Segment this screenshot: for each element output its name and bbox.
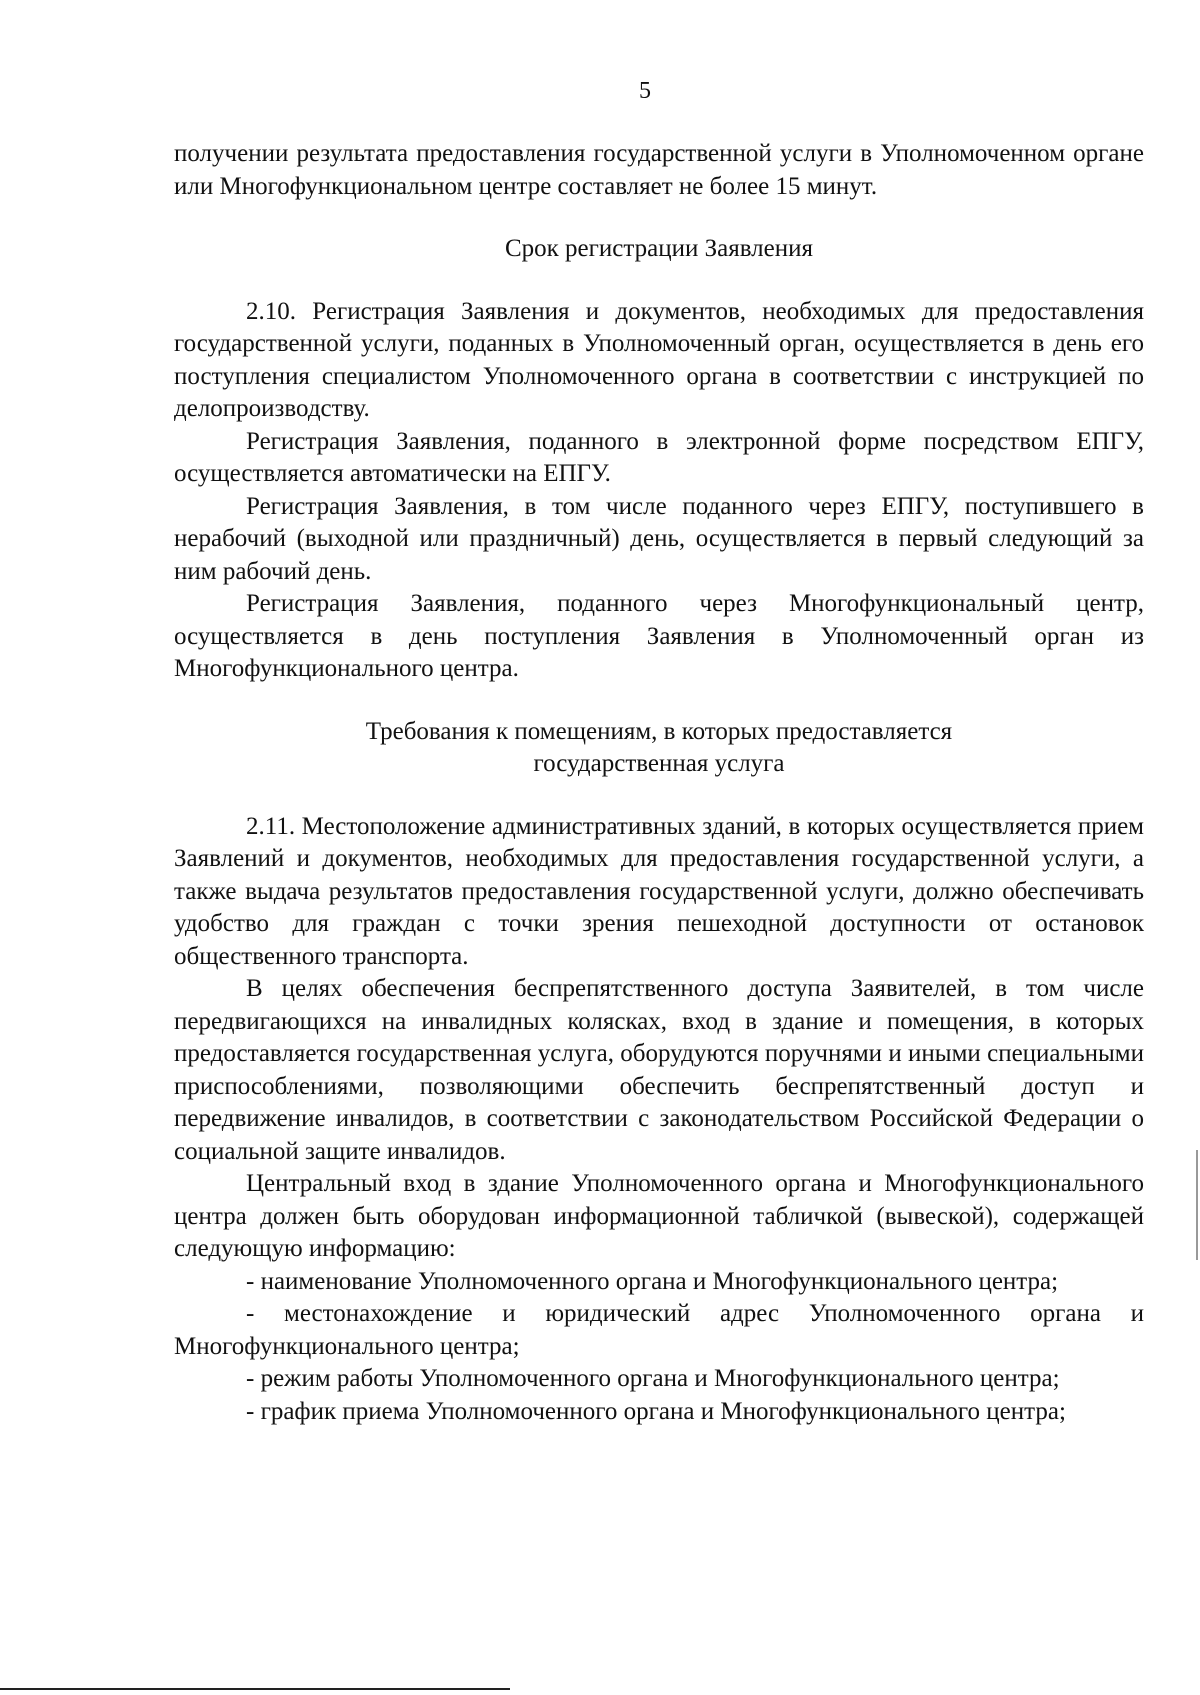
paragraph-central-entrance: Центральный вход в здание Уполномоченного органа и Многофункционального центра должен быть оборудован информационной табличкой (вывеской), содержащей следующую информацию:	[174, 1170, 1144, 1262]
paragraph-2-11: 2.11. Местоположение административных зданий, в которых осуществляется прием Заявлений и документов, необходимых для предоставления государственной услуги, а также выдача результатов предоставления государственной услуги, должно обеспечивать удобство для граждан с точки зрения пешеходной доступности от остановок общественного транспорта.	[174, 812, 1144, 970]
document-body	[174, 138, 1144, 1428]
bottom-rule	[0, 1688, 510, 1690]
paragraph-accessibility: В целях обеспечения беспрепятственного доступа Заявителей, в том числе передвигающихся на инвалидных колясках, вход в здание и помещения, в которых предоставляется государственная услуга, оборудуются поручнями и иными специальными приспособлениями, позволяющими обеспечить беспрепятственный доступ и передвижение инвалидов, в соответствии с законодательством Российской Федерации о социальной защите инвалидов.	[174, 975, 1144, 1165]
list-item: - режим работы Уполномоченного органа и Многофункционального центра;	[246, 1365, 1060, 1392]
list-item: - местонахождение и юридический адрес Уполномоченного органа и Многофункционального центра;	[174, 1300, 1144, 1360]
list-item: - наименование Уполномоченного органа и Многофункционального центра;	[246, 1267, 1059, 1295]
list-item: - график приема Уполномоченного органа и Многофункционального центра;	[246, 1397, 1066, 1425]
paragraph-mfc-registration: Регистрация Заявления, поданного через Многофункциональный центр, осуществляется в день поступления Заявления в Уполномоченный орган из Многофункционального центра.	[174, 590, 1144, 682]
continuation-paragraph: получении результата предоставления государственной услуги в Уполномоченном органе или Многофункциональном центре составляет не более 15 минут.	[174, 140, 1144, 200]
paragraph-electronic-registration: Регистрация Заявления, поданного в электронной форме посредством ЕПГУ, осуществляется автоматически на ЕПГУ.	[174, 427, 1144, 487]
paragraph-2-10: 2.10. Регистрация Заявления и документов, необходимых для предоставления государственной услуги, поданных в Уполномоченный орган, осуществляется в день его поступления специалистом Уполномоченного органа в соответствии с инструкцией по делопроизводству.	[174, 297, 1144, 422]
section-heading-premises	[174, 716, 1144, 781]
section-heading-registration: Срок регистрации Заявления	[504, 235, 814, 262]
scan-edge-mark	[1196, 1150, 1198, 1260]
paragraph-nonworking-day-registration: Регистрация Заявления, в том числе поданного через ЕПГУ, поступившего в нерабочий (выходной или праздничный) день, осуществляется в первый следующий за ним рабочий день.	[174, 492, 1144, 585]
section-heading-premises-line-1: Требования к помещениям, в которых предоставляется	[365, 717, 953, 745]
page-number: 5	[639, 78, 651, 104]
section-heading-premises-line-2: государственная услуга	[533, 750, 785, 777]
